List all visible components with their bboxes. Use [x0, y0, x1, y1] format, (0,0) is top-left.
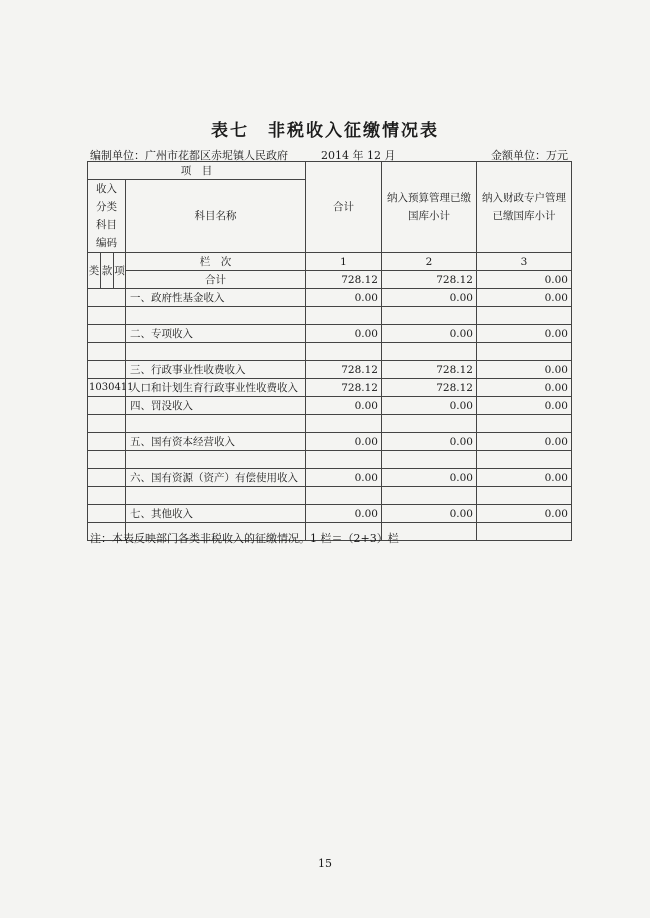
budget-col-header: 纳入预算管理已缴国库小计: [382, 162, 477, 253]
row-code: [88, 361, 126, 379]
row-code: [88, 433, 126, 451]
row-subject-name: [126, 415, 306, 433]
row-value-v3: 0.00: [477, 505, 572, 523]
row-subject-name: 人口和计划生育行政事业性收费收入: [126, 379, 306, 397]
row-code: [88, 487, 126, 505]
table-row: [88, 379, 572, 397]
row-value-v2: 0.00: [382, 505, 477, 523]
row-value-v2: 0.00: [382, 469, 477, 487]
row-value-v3: [477, 451, 572, 469]
row-value-v2: 0.00: [382, 289, 477, 307]
row-value-v1: [306, 451, 382, 469]
row-value-v2: [382, 487, 477, 505]
row-value-v1: 0.00: [306, 469, 382, 487]
table-note: 注：本表反映部门各类非税收入的征缴情况。1 栏＝（2+3）栏: [90, 532, 399, 545]
row-subject-name: 一、政府性基金收入: [126, 289, 306, 307]
table-row: [88, 469, 572, 487]
row-value-v3: [477, 415, 572, 433]
row-value-v3: [477, 307, 572, 325]
table-row: [88, 505, 572, 523]
row-value-v1: 0.00: [306, 433, 382, 451]
code-header: 收入分类科目编码: [88, 180, 126, 253]
row-subject-name: [126, 343, 306, 361]
compiling-unit: 编制单位：广州市花都区赤坭镇人民政府 2014 年 12 月: [90, 149, 396, 162]
row-code: [88, 505, 126, 523]
row-value-v1: 0.00: [306, 397, 382, 415]
xiang-header: 项: [114, 253, 126, 289]
page-number: 15: [318, 857, 332, 870]
row-value-v3: 0.00: [477, 325, 572, 343]
row-subject-name: [126, 487, 306, 505]
row-value-v3: [477, 487, 572, 505]
row-value-v3: [477, 523, 572, 541]
kuan-header: 款: [101, 253, 114, 289]
row-value-v3: 0.00: [477, 361, 572, 379]
row-value-v3: 0.00: [477, 469, 572, 487]
row-value-v3: 0.00: [477, 433, 572, 451]
row-value-v2: 0.00: [382, 397, 477, 415]
row-value-v1: [306, 487, 382, 505]
row-code: [88, 325, 126, 343]
column-order-label: 栏 次: [126, 253, 306, 271]
row-value-v2: [382, 415, 477, 433]
subject-name-header: 科目名称: [126, 180, 306, 253]
total-row-v1: 728.12: [306, 271, 382, 289]
row-value-v1: 0.00: [306, 289, 382, 307]
row-code: [88, 289, 126, 307]
amount-unit: 金额单位：万元: [491, 149, 568, 162]
total-row-label: 合计: [126, 271, 306, 289]
special-col-header: 纳入财政专户管理已缴国库小计: [477, 162, 572, 253]
row-code: [88, 469, 126, 487]
row-code: [88, 307, 126, 325]
row-subject-name: [126, 307, 306, 325]
total-row-v2: 728.12: [382, 271, 477, 289]
table-row: [88, 307, 572, 325]
row-value-v1: 0.00: [306, 325, 382, 343]
row-subject-name: 二、专项收入: [126, 325, 306, 343]
row-value-v3: 0.00: [477, 379, 572, 397]
table-row: [88, 451, 572, 469]
row-subject-name: 四、罚没收入: [126, 397, 306, 415]
row-value-v3: [477, 343, 572, 361]
table-row: [88, 325, 572, 343]
page-title: 表七 非税收入征缴情况表: [211, 121, 439, 141]
row-subject-name: 七、其他收入: [126, 505, 306, 523]
table-row: [88, 361, 572, 379]
row-value-v3: 0.00: [477, 289, 572, 307]
total-row-v3: 0.00: [477, 271, 572, 289]
row-value-v2: 0.00: [382, 433, 477, 451]
row-subject-name: 六、国有资源（资产）有偿使用收入: [126, 469, 306, 487]
row-code: [88, 397, 126, 415]
row-subject-name: 五、国有资本经营收入: [126, 433, 306, 451]
col-number-2: 2: [382, 253, 477, 271]
row-value-v1: 728.12: [306, 361, 382, 379]
lei-header: 类: [88, 253, 101, 289]
row-value-v1: [306, 343, 382, 361]
col-number-3: 3: [477, 253, 572, 271]
table-row: [88, 433, 572, 451]
row-value-v1: 0.00: [306, 505, 382, 523]
table-row: [88, 289, 572, 307]
item-header: 项 目: [88, 162, 306, 180]
row-value-v2: [382, 343, 477, 361]
row-code: [88, 343, 126, 361]
row-value-v2: [382, 451, 477, 469]
col-number-1: 1: [306, 253, 382, 271]
row-value-v2: [382, 307, 477, 325]
table-row: [88, 415, 572, 433]
row-value-v3: 0.00: [477, 397, 572, 415]
nontax-revenue-table: [87, 161, 572, 541]
row-code: [88, 415, 126, 433]
row-value-v2: 728.12: [382, 361, 477, 379]
table-row: [88, 343, 572, 361]
row-code: 1030411: [88, 379, 126, 397]
row-subject-name: [126, 451, 306, 469]
row-value-v1: [306, 307, 382, 325]
row-value-v2: 728.12: [382, 379, 477, 397]
row-code: [88, 451, 126, 469]
total-col-header: 合计: [306, 162, 382, 253]
table-row: [88, 397, 572, 415]
row-value-v1: [306, 415, 382, 433]
row-value-v1: 728.12: [306, 379, 382, 397]
table-row: [88, 487, 572, 505]
row-value-v2: 0.00: [382, 325, 477, 343]
row-subject-name: 三、行政事业性收费收入: [126, 361, 306, 379]
